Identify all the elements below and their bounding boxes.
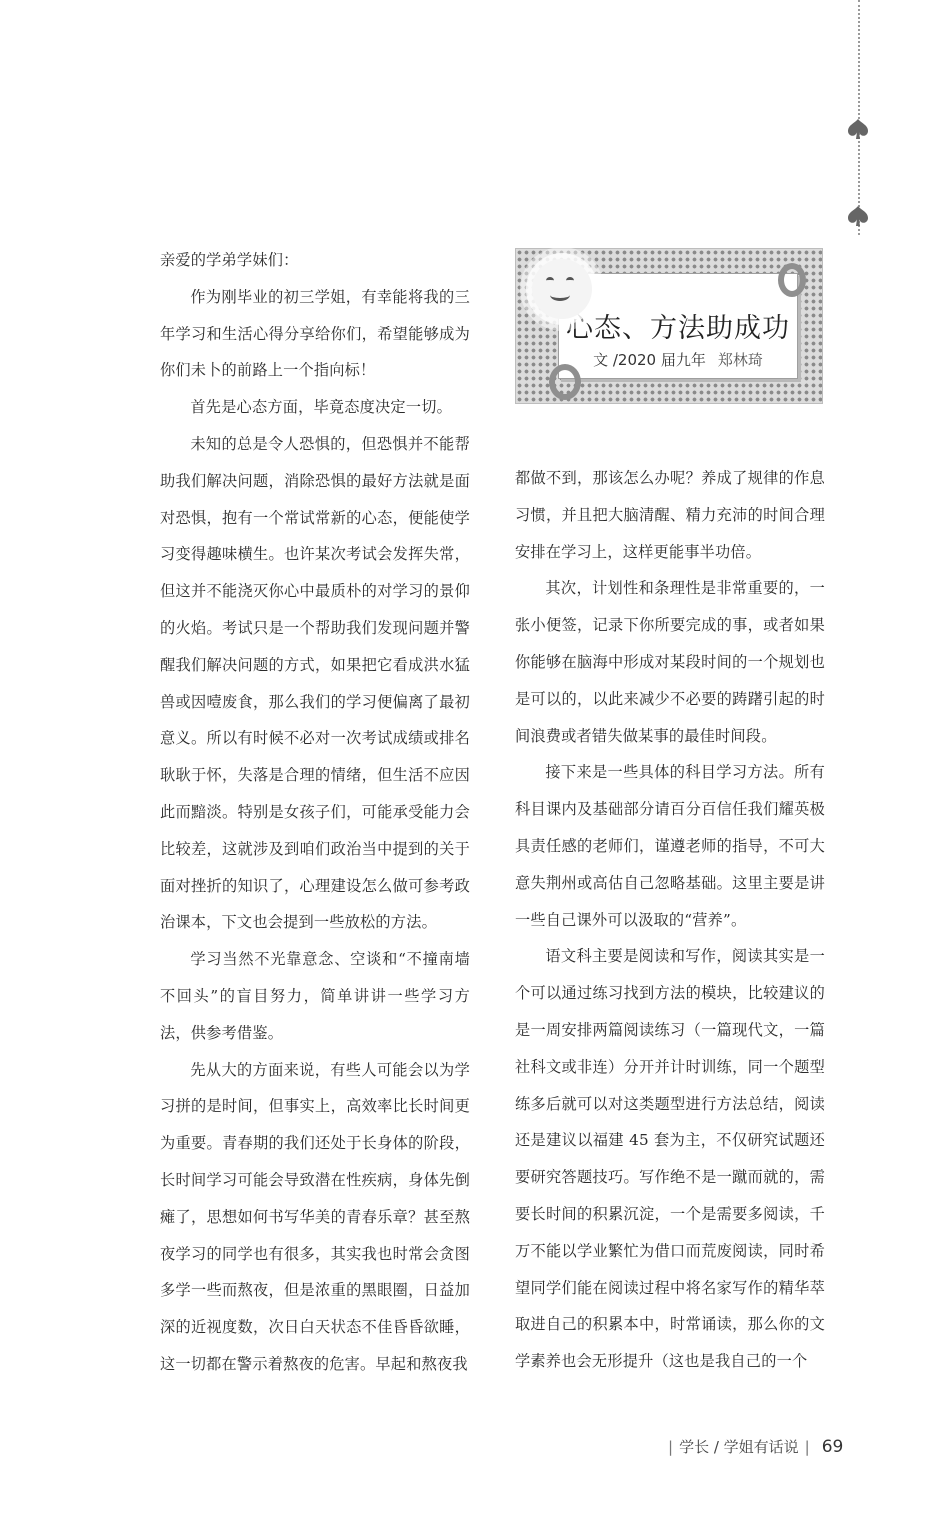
title-panel (558, 273, 798, 379)
paragraph: 其次，计划性和条理性是非常重要的，一张小便签，记录下你所要完成的事，或者如果你能够在脑海中形成对某段时间的一个规划也是可以的，以此来减少不必要的踌躇引起的时间浪费或者错失做某事的最佳时间段。 (515, 579, 825, 745)
title-card (515, 248, 823, 404)
left-column (160, 242, 470, 1383)
page-footer: | 学长 / 学姐有话说 | 69 (668, 1437, 844, 1457)
ring-decoration-icon (549, 364, 581, 400)
salutation: 亲爱的学弟学妹们： (160, 251, 299, 269)
section-label: 学长 / 学姐有话说 (679, 1438, 799, 1456)
heart-icon (846, 117, 870, 141)
author-name: 郑林琦 (717, 351, 763, 369)
page-number: 69 (821, 1437, 844, 1457)
ring-decoration-icon (778, 263, 806, 297)
article-title: 心态、方法助成功 (566, 313, 790, 344)
paragraph: 先从大的方面来说，有些人可能会以为学习拼的是时间，但事实上，高效率比长时间更为重要。青春期的我们还处于长身体的阶段，长时间学习可能会导致潜在性疾病，身体先倒瘫了，思想如何书写华美的青春乐章？甚至熬夜学习的同学也有很多，其实我也时常会贪图多学一些而熬夜，但是浓重的黑眼圈，日益加深的近视度数，次日白天状态不佳昏昏欲睡，这一切都在警示着熬夜的危害。早起和熬夜我 (160, 1060, 470, 1373)
byline-class: 文 /2020 届九年 (593, 351, 706, 369)
paragraph: 学习当然不光靠意念、空谈和“不撞南墙不回头”的盲目努力，简单讲讲一些学习方法，供参考借鉴。 (160, 950, 470, 1042)
paragraph: 接下来是一些具体的科目学习方法。所有科目课内及基础部分请百分百信任我们耀英极具责任感的老师们，谨遵老师的指导，不可大意失荆州或高估自己忽略基础。这里主要是讲一些自己课外可以汲取的“营养”。 (515, 763, 825, 929)
paragraph: 首先是心态方面，毕竟态度决定一切。 (190, 398, 452, 417)
paragraph-continued: 都做不到，那该怎么办呢？养成了规律的作息习惯，并且把大脑清醒、精力充沛的时间合理安排在学习上，这样更能事半功倍。 (515, 469, 825, 561)
heart-icon (846, 204, 870, 228)
paragraph: 未知的总是令人恐惧的，但恐惧并不能帮助我们解决问题，消除恐惧的最好方法就是面对恐惧，抱有一个常试常新的心态，便能使学习变得趣味横生。也许某次考试会发挥失常，但这并不能浇灭你心中最质朴的对学习的景仰的火焰。考试只是一个帮助我们发现问题并警醒我们解决问题的方式，如果把它看成洪水猛兽或因噎废食，那么我们的学习便偏离了最初意义。所以有时候不必对一次考试成绩或排名耿耿于怀，失落是合理的情绪，但生活不应因此而黯淡。特别是女孩子们，可能承受能力会比较差，这就涉及到咱们政治当中提到的关于面对挫折的知识了，心理建设怎么做可参考政治课本，下文也会提到一些放松的方法。 (160, 434, 470, 932)
right-column (515, 460, 825, 1380)
paragraph: 作为刚毕业的初三学姐，有幸能将我的三年学习和生活心得分享给你们，希望能够成为你们未卜的前路上一个指向标！ (160, 287, 470, 380)
paragraph: 语文科主要是阅读和写作，阅读其实是一个可以通过练习找到方法的模块，比较建议的是一周安排两篇阅读练习（一篇现代文，一篇社科文或非连）分开并计时训练，同一个题型练多后就可以对这类题型进行方法总结，阅读还是建议以福建 45 套为主，不仅研究试题还要研究答题技巧。写作绝不是一蹴而就的，需要长时间的积累沉淀，一个是需要多阅读，千万不能以学业繁忙为借口而荒废阅读，同时希望同学们能在阅读过程中将名家写作的精华萃取进自己的积累本中，时常诵读，那么你的文学素养也会无形提升（这也是我自己的一个 (515, 947, 825, 1371)
smiling-sun-icon (532, 259, 592, 319)
byline (559, 349, 797, 370)
